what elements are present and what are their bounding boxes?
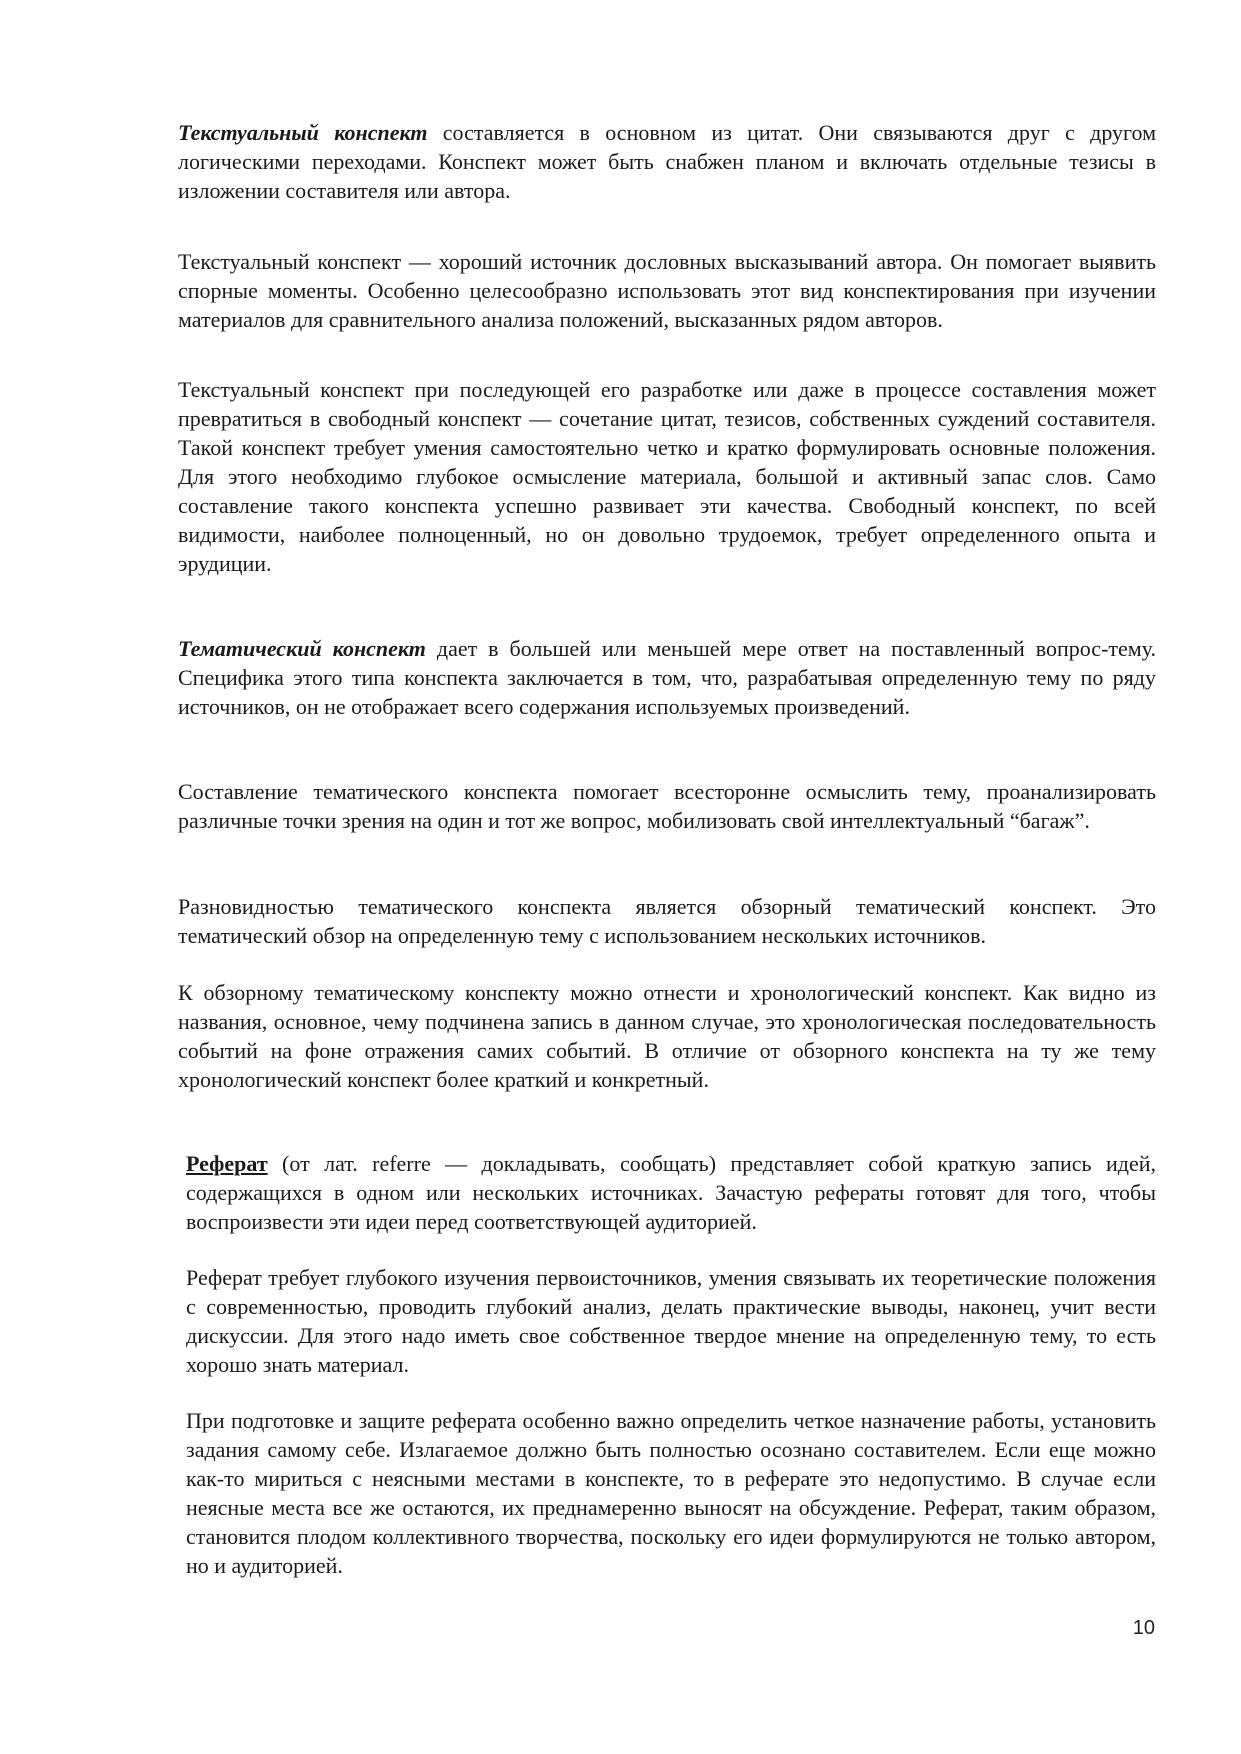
paragraph-text: Текстуальный конспект при последующей его разработке или даже в процессе составления может превратиться в свободный конспект — сочетание цитат, тезисов, собственных суждений составителя. Такой конспект требует умения самостоятельно четко и кратко формулировать основные положения. Для этого необходимо глубокое осмысление материала, большой и активный запас слов. Само составление такого конспекта успешно развивает эти качества. Свободный конспект, по всей видимости, наиболее полноценный, но он довольно трудоемок, требует определенного опыта и эрудиции. [178,377,1156,576]
paragraph-text: Реферат требует глубокого изучения первоисточников, умения связывать их теоретические положения с современностью, проводить глубокий анализ, делать практические выводы, наконец, учит вести дискуссии. Для этого надо иметь свое собственное твердое мнение на определенную тему, то есть хорошо знать материал. [186,1265,1156,1377]
paragraph-text: составляется в основном из цитат. Они связываются друг с другом логическими переходами. Конспект может быть снабжен планом и включать отдельные тезисы в изложении составителя или автора. [178,120,1157,203]
paragraph-essay-requirements [186,1263,1156,1379]
page-number: 10 [1132,1617,1155,1639]
paragraph-text: Составление тематического конспекта помогает всесторонне осмыслить тему, проанализировать различные точки зрения на один и тот же вопрос, мобилизовать свой интеллектуальный “багаж”. [178,779,1156,833]
paragraph-text: К обзорному тематическому конспекту можно отнести и хронологический конспект. Как видно из названия, основное, чему подчинена запись в данном случае, это хронологическая последовательность событий на фоне отражения самих событий. В отличие от обзорного конспекта на ту же тему хронологический конспект более краткий и конкретный. [178,980,1156,1092]
term-textual-summary: Текстуальный конспект [178,120,428,145]
paragraph-essay [186,1149,1156,1236]
paragraph-essay-defense [186,1406,1156,1580]
paragraph-text: (от лат. referre — докладывать, сообщать) представляет собой краткую запись идей, содержащихся в одном или нескольких источниках. Зачастую рефераты готовят для того, чтобы воспроизвести эти идеи перед соответствующей аудиторией. [186,1151,1156,1234]
paragraph-thematic-composition [178,777,1156,835]
paragraph-text: Текстуальный конспект — хороший источник дословных высказываний автора. Он помогает выявить спорные моменты. Особенно целесообразно использовать этот вид конспектирования при изучении материалов для сравнительного анализа положений, высказанных рядом авторов. [178,249,1156,332]
paragraph-text: Разновидностью тематического конспекта является обзорный тематический конспект. Это тематический обзор на определенную тему с использованием нескольких источников. [178,894,1156,948]
term-thematic-summary: Тематический конспект [178,636,426,661]
paragraph-textual-summary [178,118,1156,205]
paragraph-text: дает в большей или меньшей мере ответ на поставленный вопрос-тему. Специфика этого типа конспекта заключается в том, что, разрабатывая определенную тему по ряду источников, он не отображает всего содержания используемых произведений. [178,636,1157,719]
paragraph-thematic-summary [178,634,1156,721]
paragraph-text: При подготовке и защите реферата особенно важно определить четкое назначение работы, установить задания самому себе. Излагаемое должно быть полностью осознано составителем. Если еще можно как-то мириться с неясными местами в конспекте, то в реферате это недопустимо. В случае если неясные места все же остаются, их преднамеренно выносят на обсуждение. Реферат, таким образом, становится плодом коллективного творчества, поскольку его идеи формулируются не только автором, но и аудиторией. [186,1408,1156,1578]
paragraph-textual-summary-source [178,247,1156,334]
paragraph-chronological-summary [178,978,1156,1094]
paragraph-free-summary [178,375,1156,578]
term-essay: Реферат [186,1151,268,1176]
paragraph-overview-summary [178,892,1156,950]
